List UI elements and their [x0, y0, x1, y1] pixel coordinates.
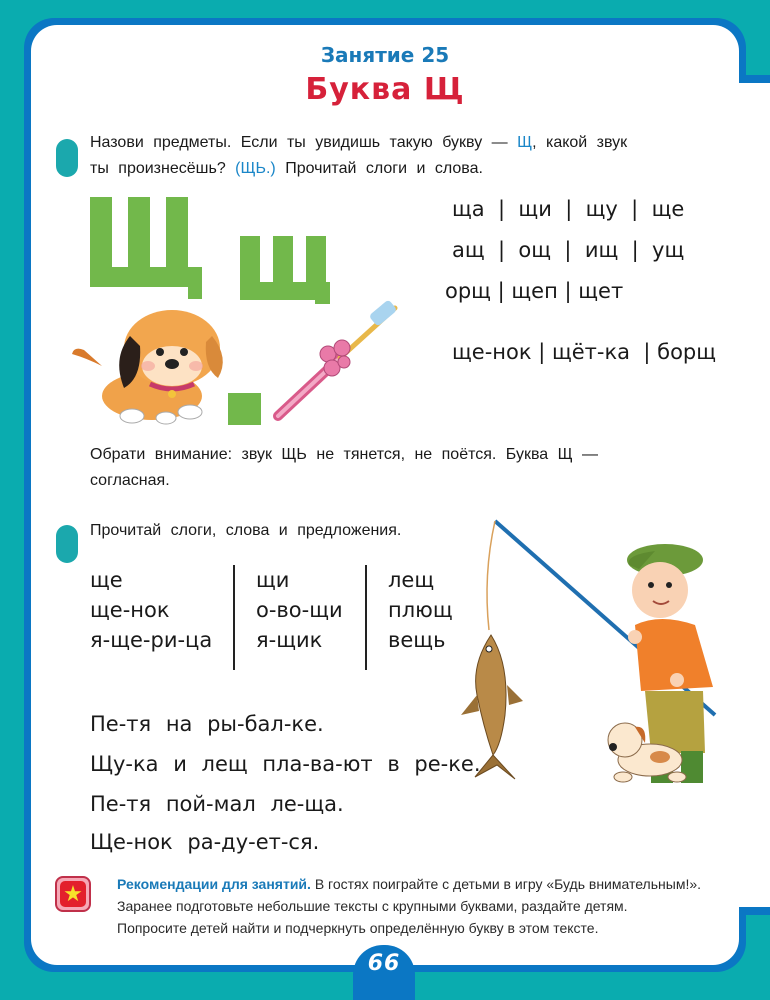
lesson-number: Занятие 25 — [320, 43, 450, 67]
note-line: согласная. — [90, 472, 170, 489]
section2-instruction: Прочитай слоги, слова и предложения. — [90, 522, 402, 539]
instruction-text: , какой звук — [532, 134, 628, 151]
recommendation-text — [117, 873, 737, 939]
column-word: ще — [90, 568, 123, 592]
recommendation-title: Рекомендации для занятий. — [117, 876, 311, 892]
column-divider — [233, 565, 235, 670]
column-word: я-ще-ри-ца — [90, 628, 213, 652]
note-text — [90, 442, 710, 494]
letter-fragment — [228, 393, 261, 425]
sentence: Пе-тя пой-мал ле-ща. — [90, 792, 344, 816]
recommendation-line: В гостях поиграйте с детьми в игру «Будь внимательным!». — [310, 876, 702, 892]
sentence: Пе-тя на ры-бал-ке. — [90, 712, 324, 736]
recommendation-badge — [55, 876, 91, 912]
sentence: Ще-нок ра-ду-ет-ся. — [90, 830, 320, 854]
column-word: лещ — [388, 568, 435, 592]
column-word: я-щик — [256, 628, 323, 652]
page-number: 66 — [367, 951, 401, 976]
note-line: Обрати внимание: звук ЩЬ не тянется, не поётся. Буква Щ — — [90, 446, 599, 463]
boy-fishing-image — [455, 515, 725, 800]
highlight-sound: (ЩЬ.) — [235, 160, 276, 177]
section1-instruction — [90, 130, 710, 182]
puppy-image — [72, 308, 232, 428]
page-title: Буква Щ — [305, 72, 465, 107]
syllable-row: орщ | щеп | щет — [445, 279, 624, 303]
star-icon: ★ — [63, 881, 83, 906]
column-word: вещь — [388, 628, 446, 652]
frame-right-band — [746, 75, 770, 915]
section1-bullet-icon — [56, 139, 78, 177]
toothbrush-image — [270, 300, 405, 425]
column-word: о-во-щи — [256, 598, 343, 622]
sentence: Щу-ка и лещ пла-ва-ют в ре-ке. — [90, 752, 481, 776]
instruction-text: ты произнесёшь? — [90, 160, 236, 177]
highlight-letter: Щ — [517, 134, 533, 151]
page-number-tab — [353, 945, 415, 1000]
recommendation-line: Попросите детей найти и подчеркнуть определённую букву в этом тексте. — [117, 920, 599, 936]
recommendation-line: Заранее подготовьте небольшие тексты с крупными буквами, раздайте детям. — [117, 898, 628, 914]
words-row: ще-нок | щёт-ка | борщ — [452, 340, 717, 364]
column-word: ще-нок — [90, 598, 170, 622]
instruction-text: Назови предметы. Если ты увидишь такую букву — — [90, 134, 518, 151]
section2-bullet-icon — [56, 525, 78, 563]
syllable-row: ща | щи | щу | ще — [452, 197, 685, 221]
column-word: плющ — [388, 598, 453, 622]
column-word: щи — [256, 568, 290, 592]
instruction-text: Прочитай слоги и слова. — [275, 160, 483, 177]
syllable-row: ащ | ощ | ищ | ущ — [452, 238, 685, 262]
column-divider — [365, 565, 367, 670]
frame-right-strip — [739, 83, 746, 907]
